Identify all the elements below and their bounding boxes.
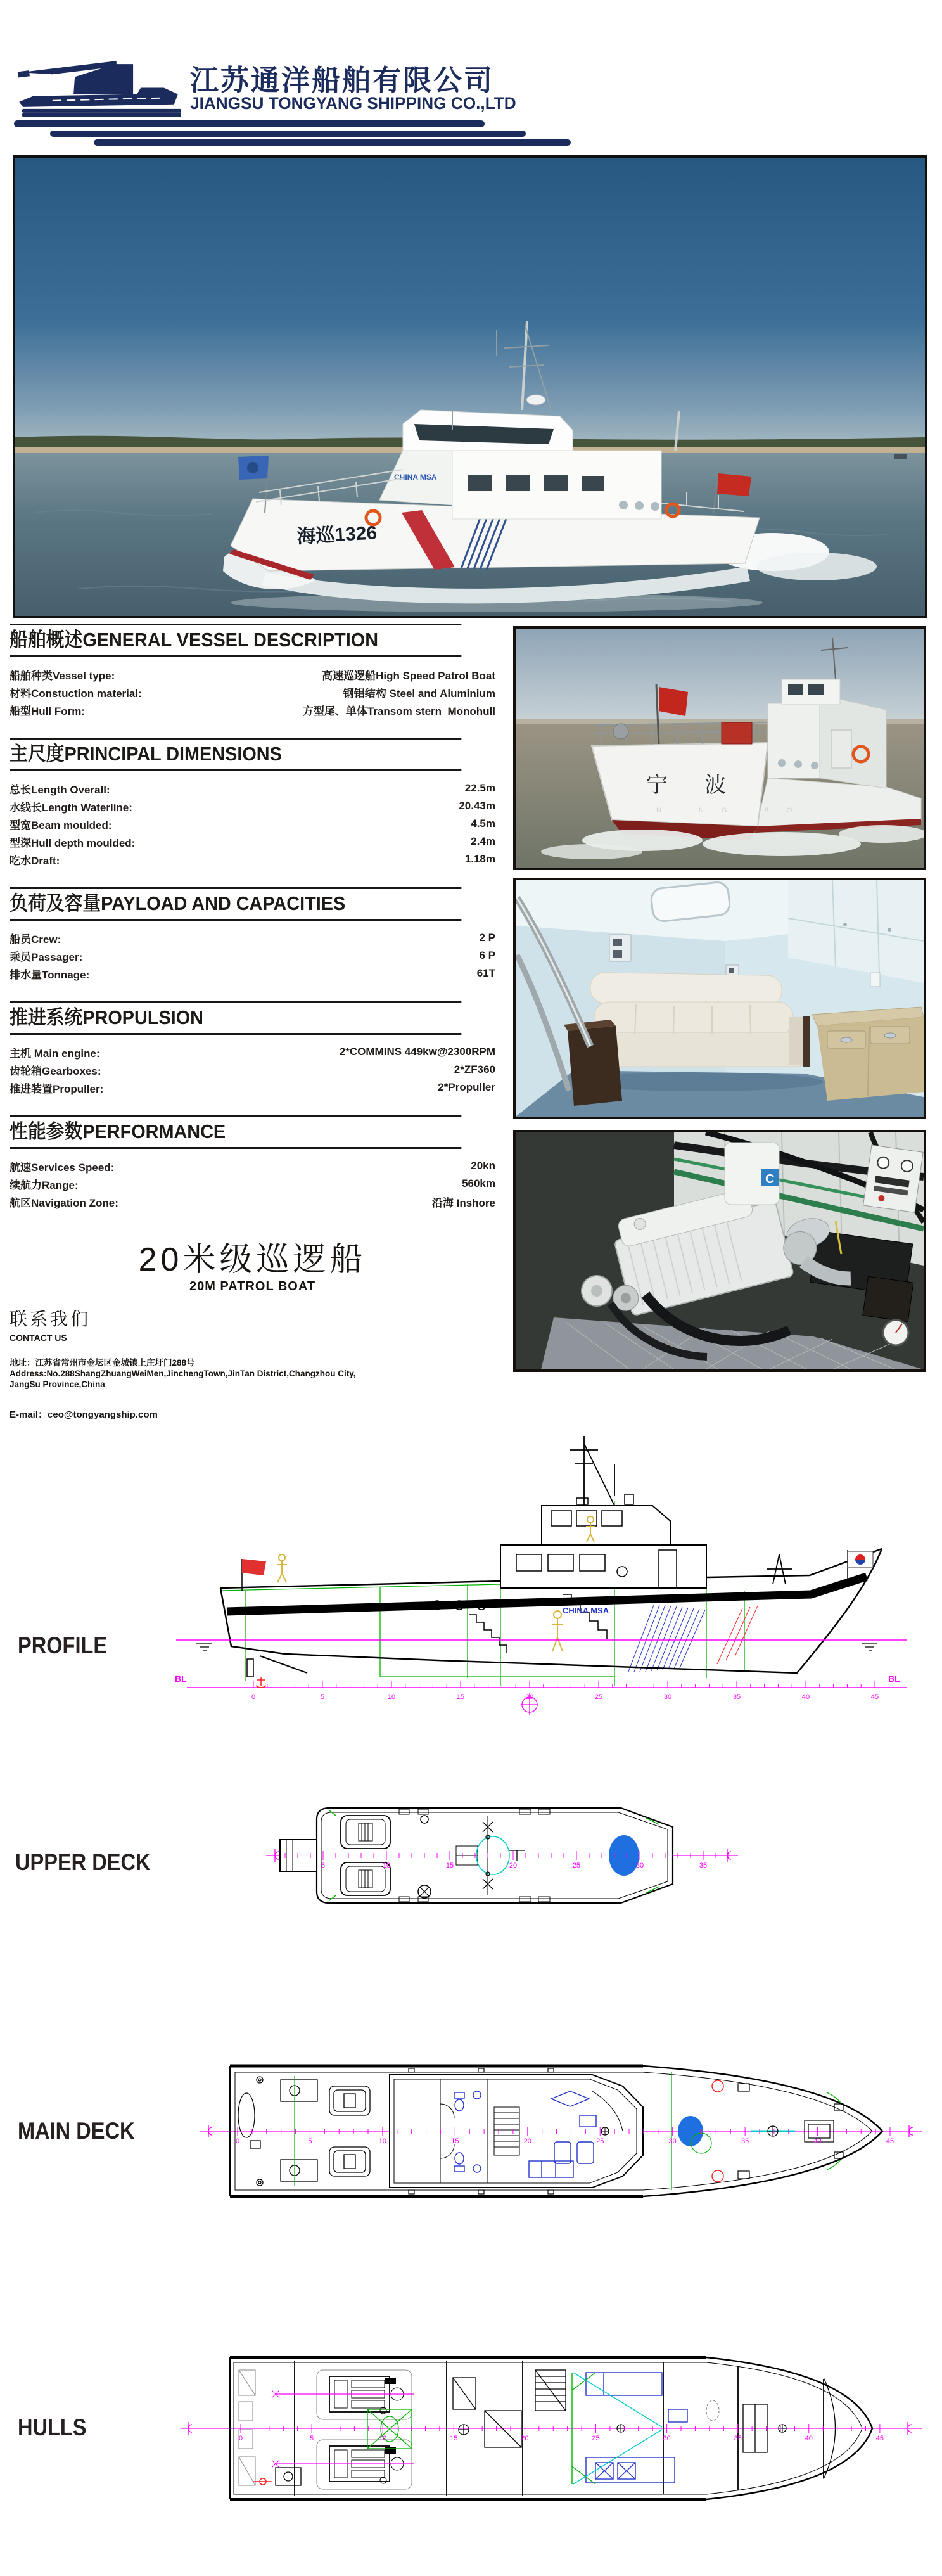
station-number: 25 [594, 1693, 603, 1701]
profile-drawing [171, 1425, 912, 1716]
spec-row [10, 947, 495, 964]
station-number: 15 [445, 1862, 454, 1869]
spec-row-label: 吃水Draft: [10, 854, 60, 867]
main-photo-hull-number: 海巡1326 [296, 522, 378, 548]
station-number: 0 [235, 2137, 240, 2145]
spec-row-value: 钢铝结构 Steel and Aluminium [343, 687, 495, 700]
contact-heading-cn: 联系我们 [10, 1309, 91, 1329]
station-number: 35 [699, 1862, 708, 1869]
spec-row-label: 材料Constuction material: [10, 687, 142, 700]
section-heading: 负荷及容量PAYLOAD AND CAPACITIES [10, 887, 461, 921]
spec-section [10, 1115, 495, 1221]
spec-row-label: 排水量Tonnage: [10, 968, 90, 981]
spec-row-value: 2 P [479, 932, 495, 944]
station-number: 10 [387, 1693, 396, 1701]
station-number: 25 [592, 2435, 600, 2442]
vessel-title-en: 20M PATROL BOAT [189, 1279, 316, 1293]
section-rows [10, 771, 495, 878]
station-number: 15 [450, 2435, 458, 2442]
station-number: 20 [521, 2435, 529, 2442]
main-photo-cabin-text: CHINA MSA [394, 473, 437, 482]
spec-sections [10, 624, 495, 1221]
section-rows [10, 657, 495, 729]
station-number: 40 [805, 2435, 813, 2442]
section-rows [10, 1149, 495, 1221]
spec-row [10, 1043, 495, 1061]
company-name-en: JIANGSU TONGYANG SHIPPING CO.,LTD [190, 94, 516, 113]
spec-row-value: 高速巡逻船High Speed Patrol Boat [322, 669, 495, 682]
spec-row-label: 航速Services Speed: [10, 1161, 115, 1174]
vessel-title-cn: 20米级巡逻船 [138, 1241, 367, 1278]
spec-row-value: 6 P [479, 949, 495, 961]
station-number: 30 [663, 1693, 672, 1701]
spec-section [10, 624, 495, 729]
station-number: 20 [525, 1693, 534, 1701]
spec-row-value: 20.43m [459, 800, 495, 812]
station-number: 40 [801, 1693, 810, 1701]
engine-brand-letter: C [765, 1172, 775, 1186]
station-number: 30 [663, 2435, 671, 2442]
spec-row-label: 主机 Main engine: [10, 1047, 100, 1060]
spec-row-value: 4.5m [471, 817, 495, 830]
spec-section [10, 738, 495, 878]
company-name-cn: 江苏通洋船舶有限公司 [190, 64, 495, 96]
spec-row-value: 方型尾、单体Transom stern Monohull [302, 705, 495, 717]
section-heading: 推进系统PROPULSION [10, 1001, 461, 1035]
spec-column [10, 624, 495, 1421]
spec-row [10, 815, 495, 833]
station-number: 45 [886, 2137, 894, 2145]
station-number: 45 [875, 2435, 884, 2442]
station-number: 25 [572, 1862, 581, 1869]
spec-row [10, 1175, 495, 1193]
station-number: 5 [310, 2435, 314, 2442]
spec-row-value: 1.18m [464, 853, 495, 865]
station-number: 10 [379, 2435, 387, 2442]
station-number: 0 [251, 1693, 256, 1701]
spec-row-label: 型宽Beam moulded: [10, 819, 112, 831]
address-en-line1: Address:No.288ShangZhuangWeiMen,JinchengTown,JinTan District,Changzhou City, [10, 1369, 356, 1378]
spec-row-value: 2*ZF360 [454, 1063, 495, 1075]
side-photo-engine-room [513, 1130, 926, 1372]
spec-row [10, 1193, 495, 1210]
spec-row-label: 推进装置Propuller: [10, 1082, 104, 1095]
spec-row-value: 560km [462, 1177, 495, 1189]
spec-row [10, 1079, 495, 1096]
upper-deck-drawing-svg [266, 1790, 738, 1923]
address-en-line2: JangSu Province,China [10, 1380, 105, 1389]
interior-photo-illustration [516, 880, 924, 1117]
station-number: 30 [668, 2137, 677, 2145]
wave-bar [94, 139, 571, 146]
spec-row-label: 航区Navigation Zone: [10, 1196, 118, 1209]
station-number: 5 [308, 2137, 312, 2145]
spec-row-label: 船舶种类Vessel type: [10, 669, 115, 682]
spec-row [10, 1061, 495, 1079]
station-number: 10 [382, 1862, 391, 1869]
contact-block [10, 1309, 495, 1421]
section-heading: 主尺度PRINCIPAL DIMENSIONS [10, 738, 461, 771]
contact-address [10, 1357, 495, 1390]
profile-drawing-label: PROFILE [18, 1632, 108, 1658]
spec-row-label: 型深Hull depth moulded: [10, 836, 136, 849]
upper-deck-drawing [266, 1790, 738, 1923]
station-number: 45 [870, 1693, 879, 1701]
profile-drawing-svg [171, 1425, 912, 1716]
spec-row-value: 22.5m [464, 782, 495, 794]
spec-row [10, 833, 495, 850]
station-number: 10 [378, 2137, 387, 2145]
spec-row [10, 665, 495, 683]
section-heading: 船舶概述GENERAL VESSEL DESCRIPTION [10, 624, 461, 657]
station-number: 35 [732, 1693, 741, 1701]
spec-row [10, 701, 495, 719]
spec-row [10, 1157, 495, 1175]
hulls-drawing [181, 2333, 922, 2520]
spec-row [10, 929, 495, 947]
contact-email: E-mail：ceo@tongyangship.com [10, 1409, 158, 1420]
spec-row-value: 2.4m [471, 835, 495, 847]
address-cn: 地址：江苏省常州市金坛区金城镇上庄圩门288号 [10, 1358, 195, 1368]
spec-row-value: 20kn [471, 1160, 495, 1172]
stern-name-cn: 宁波 [646, 773, 763, 797]
main-photo-patrol-boat-underway [13, 155, 927, 618]
station-number: 15 [451, 2137, 459, 2145]
station-number: 15 [456, 1693, 465, 1701]
station-number: 30 [635, 1862, 644, 1869]
profile-bl-left: BL [175, 1674, 187, 1684]
stern-photo-illustration [516, 629, 924, 868]
wave-bar [14, 120, 485, 127]
spec-row-value: 61T [476, 967, 495, 979]
section-rows [10, 1035, 495, 1106]
station-number: 5 [321, 1862, 326, 1869]
station-number: 40 [813, 2137, 822, 2145]
spec-section [10, 1001, 495, 1106]
spec-row-label: 齿轮箱Gearboxes: [10, 1065, 101, 1077]
spec-row [10, 779, 495, 797]
spec-row-label: 船员Crew: [10, 933, 61, 945]
profile-station-scale [251, 1681, 879, 1701]
hulls-drawing-label: HULLS [18, 2414, 87, 2440]
upper-deck-drawing-label: UPPER DECK [15, 1849, 151, 1875]
profile-anchor-mark [256, 1677, 266, 1688]
spec-row [10, 850, 495, 868]
spec-row-label: 水线长Length Waterline: [10, 801, 132, 814]
profile-bl-right: BL [888, 1674, 900, 1684]
vessel-title-block [10, 1240, 495, 1293]
engine-photo-illustration [516, 1132, 924, 1369]
side-photo-cabin-interior [513, 878, 926, 1119]
spec-row-label: 续航力Range: [10, 1179, 79, 1191]
side-photo-stern-view [513, 626, 926, 870]
main-deck-drawing-label: MAIN DECK [18, 2118, 135, 2144]
hulls-drawing-svg [181, 2333, 922, 2520]
spec-row [10, 797, 495, 815]
spec-row-value: 沿海 Inshore [431, 1196, 495, 1209]
contact-heading-en: CONTACT US [10, 1333, 67, 1343]
station-number: 25 [596, 2137, 604, 2145]
spec-section [10, 887, 495, 992]
spec-row-value: 2*COMMINS 449kw@2300RPM [339, 1046, 495, 1058]
station-number: 20 [509, 1862, 518, 1869]
station-number: 35 [741, 2137, 749, 2145]
spec-row [10, 964, 495, 982]
station-number: 20 [523, 2137, 531, 2145]
station-number: 0 [238, 2435, 243, 2442]
spec-row-label: 乘员Passager: [10, 951, 83, 963]
spec-row-label: 总长Length Overall: [10, 783, 110, 796]
profile-boat-text: CHINA MSA [563, 1606, 609, 1615]
main-deck-drawing [200, 2047, 922, 2215]
wave-bar [50, 131, 526, 137]
company-logo-boat-icon [14, 56, 181, 117]
section-heading: 性能参数PERFORMANCE [10, 1115, 461, 1149]
section-rows [10, 921, 495, 992]
station-number: 35 [734, 2435, 742, 2442]
spec-row-value: 2*Propuller [438, 1081, 495, 1093]
spec-row-label: 船型Hull Form: [10, 705, 85, 717]
main-photo-illustration [15, 158, 925, 616]
station-number: 5 [320, 1693, 325, 1701]
stern-name-en: NING BO [656, 807, 810, 814]
main-deck-drawing-svg [200, 2047, 922, 2215]
spec-row [10, 683, 495, 701]
